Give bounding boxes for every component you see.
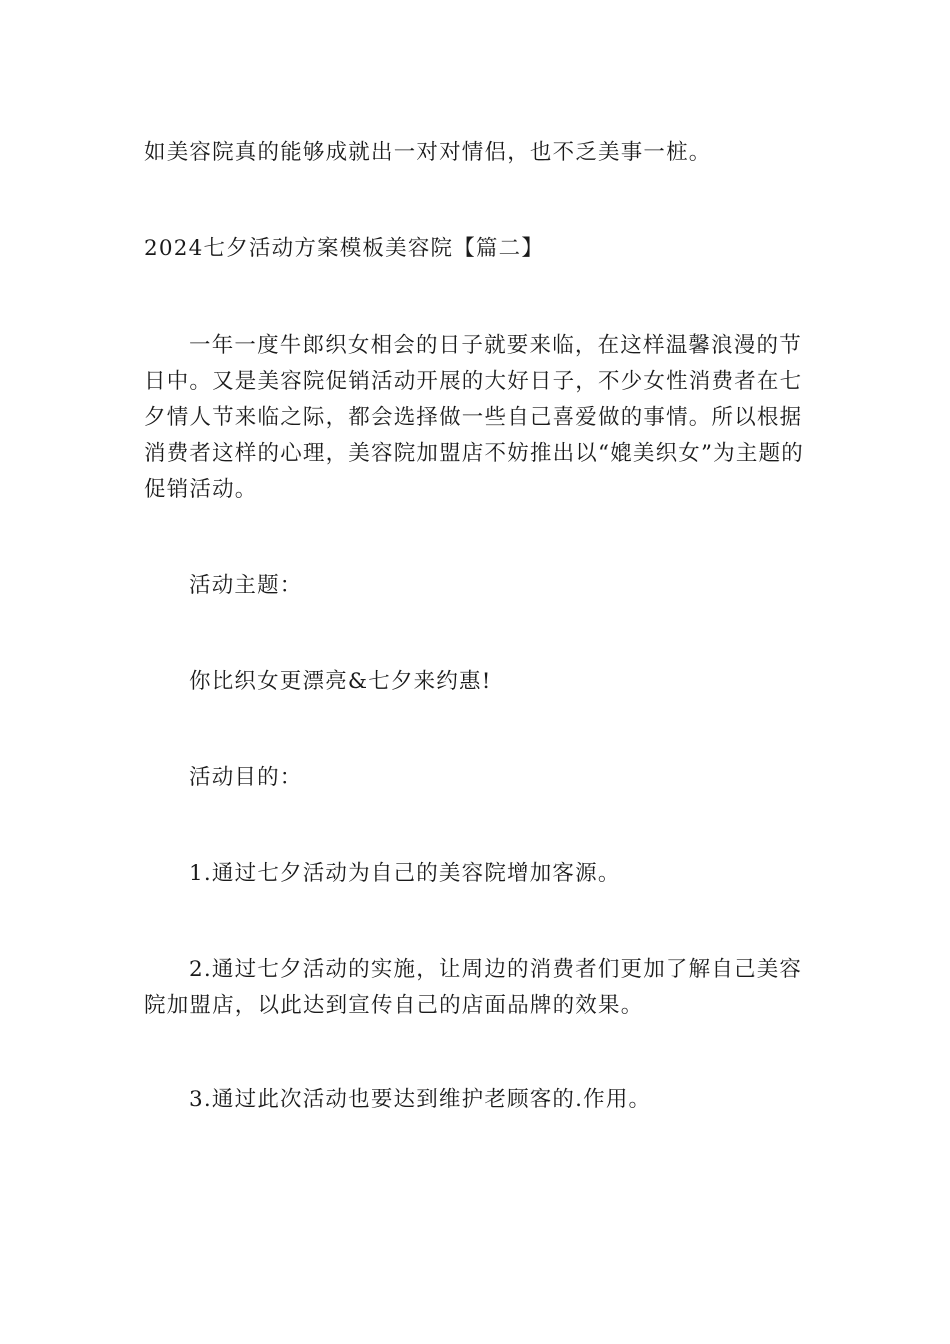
activity-theme-label: 活动主题：	[189, 573, 303, 598]
section-heading: 2024七夕活动方案模板美容院【篇二】	[144, 236, 545, 261]
paragraph-closing-line: 如美容院真的能够成就出一对对情侣，也不乏美事一桩。	[144, 140, 712, 165]
document-body	[144, 135, 810, 1118]
activity-purpose-label: 活动目的：	[189, 765, 303, 790]
purpose-item-2: 2.通过七夕活动的实施，让周边的消费者们更加了解自己美容院加盟店，以此达到宣传自己的店面品牌的效果。	[144, 957, 803, 1018]
purpose-item-3: 3.通过此次活动也要达到维护老顾客的.作用。	[189, 1087, 652, 1112]
activity-theme-text: 你比织女更漂亮&七夕来约惠!	[189, 669, 492, 694]
paragraph-intro: 一年一度牛郎织女相会的日子就要来临，在这样温馨浪漫的节日中。又是美容院促销活动开展的大好日子，不少女性消费者在七夕情人节来临之际，都会选择做一些自己喜爱做的事情。所以根据消费者这样的心理，美容院加盟店不妨推出以“媲美织女”为主题的促销活动。	[144, 333, 804, 502]
purpose-item-1: 1.通过七夕活动为自己的美容院增加客源。	[189, 861, 621, 886]
